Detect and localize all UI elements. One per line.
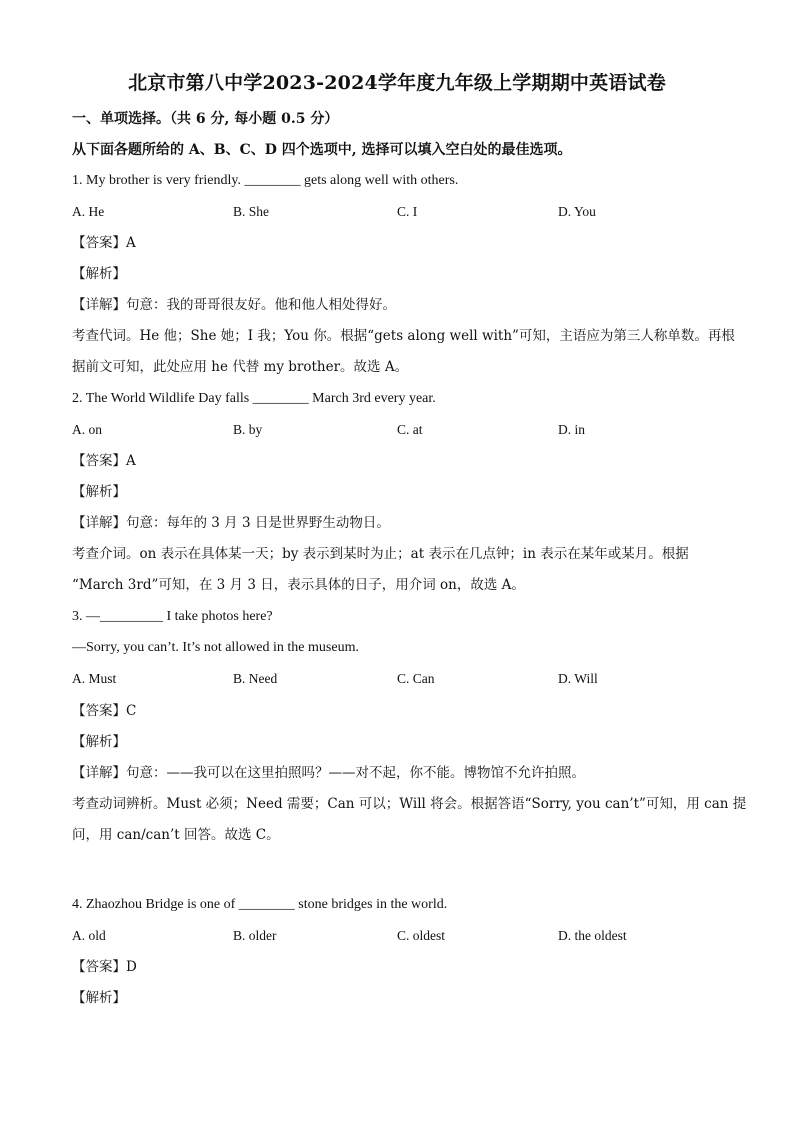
option-b: B. She [233,204,270,219]
analysis-label: 【解析】 [72,266,126,282]
section-instruction: 从下面各题所给的 A、B、C、D 四个选项中, 选择可以填入空白处的最佳选项。 [72,142,572,158]
option-a: A. old [72,928,106,943]
section-heading: 一、单项选择。（共 6 分, 每小题 0.5 分） [72,111,339,127]
answer-label: 【答案】D [72,959,137,975]
detail-line: 考查介词。on 表示在具体某一天；by 表示到某时为止；at 表示在几点钟；in 表示在某年或某月。根据 [72,546,689,562]
detail-line: 据前文可知，此处应用 he 代替 my brother。故选 A。 [72,359,409,375]
detail-line: 【详解】句意：——我可以在这里拍照吗？——对不起，你不能。博物馆不允许拍照。 [72,765,585,781]
question-stem: 2. The World Wildlife Day falls ________ March 3rd every year. [72,391,436,406]
question-stem: 1. My brother is very friendly. ________ gets along well with others. [72,173,459,188]
option-b: B. older [233,928,277,943]
option-c: C. I [397,204,418,219]
answer-label: 【答案】C [72,703,137,719]
question-stem-reply: —Sorry, you can’t. It’s not allowed in the museum. [72,640,359,655]
question-stem: 3. —_________ I take photos here? [72,609,273,624]
analysis-label: 【解析】 [72,734,126,750]
detail-line: 问，用 can/can’t 回答。故选 C。 [72,827,280,843]
detail-line: 【详解】句意：我的哥哥很友好。他和他人相处得好。 [72,297,396,313]
option-d: D. in [558,422,585,437]
option-d: D. You [558,204,596,219]
page-title: 北京市第八中学2023-2024学年度九年级上学期期中英语试卷 [128,72,666,94]
option-d: D. the oldest [558,928,627,943]
detail-line: “March 3rd”可知，在 3 月 3 日，表示具体的日子，用介词 on，故选 A。 [72,577,525,593]
answer-label: 【答案】A [72,453,136,469]
detail-line: 【详解】句意：每年的 3 月 3 日是世界野生动物日。 [72,515,390,531]
analysis-label: 【解析】 [72,484,126,500]
option-c: C. oldest [397,928,446,943]
detail-line: 考查代词。He 他；She 她；I 我；You 你。根据“gets along well with”可知，主语应为第三人称单数。再根 [72,328,735,344]
option-a: A. on [72,422,102,437]
option-a: A. He [72,204,105,219]
option-a: A. Must [72,671,117,686]
analysis-label: 【解析】 [72,990,126,1006]
answer-label: 【答案】A [72,235,136,251]
option-b: B. Need [233,671,278,686]
detail-line: 考查动词辨析。Must 必须；Need 需要；Can 可以；Will 将会。根据答语“Sorry, you can’t”可知，用 can 提 [72,796,747,812]
option-c: C. at [397,422,423,437]
option-b: B. by [233,422,263,437]
question-stem: 4. Zhaozhou Bridge is one of ________ stone bridges in the world. [72,897,448,912]
option-d: D. Will [558,671,598,686]
option-c: C. Can [397,671,435,686]
